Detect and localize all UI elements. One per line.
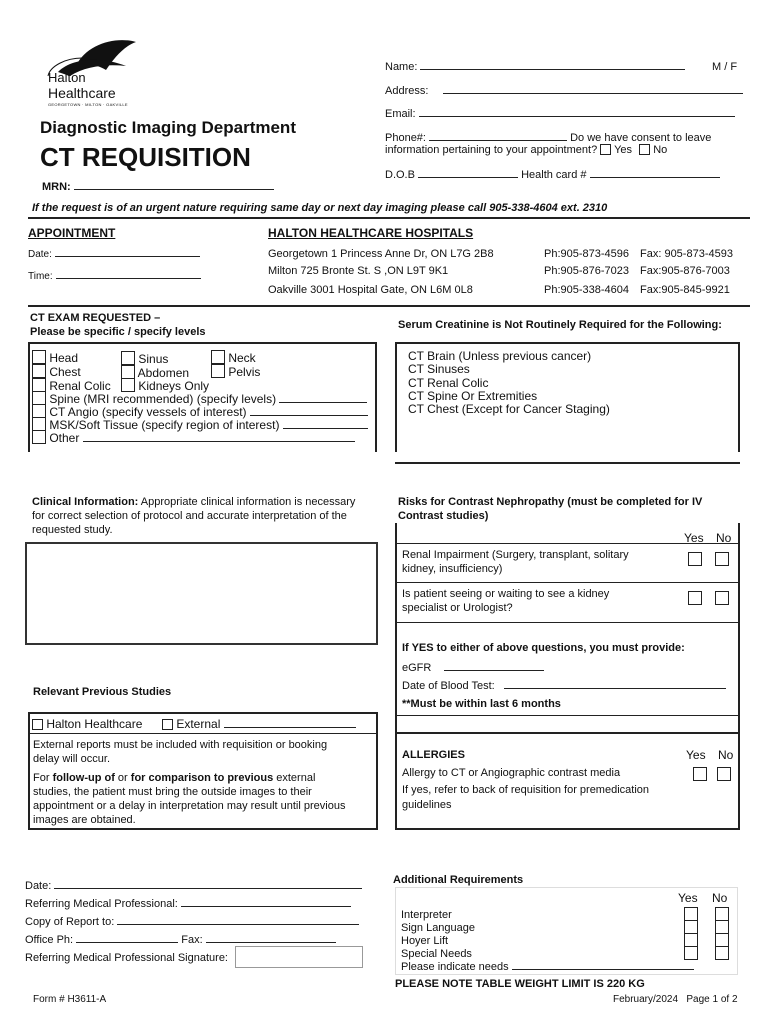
divider [395,715,740,716]
hospitals-title: HALTON HEALTHCARE HOSPITALS [268,226,474,240]
allergies-no-header: No [718,748,734,762]
sinus-checkbox[interactable] [121,351,135,365]
followup-bold: for comparison to previous [130,772,274,784]
consent-no-label: No [653,144,668,156]
hospital-phone: Ph:905-876-7023 [544,265,630,277]
address-field[interactable] [385,85,743,97]
referring-professional-label: Referring Medical Professional: [25,898,178,910]
additional-item: Hoyer Lift [401,935,449,947]
blood-test-date-field[interactable] [402,680,726,692]
abdomen-checkbox[interactable] [121,365,135,379]
risks-no-header: No [716,531,732,545]
divider [28,342,30,452]
halton-healthcare-label: Halton Healthcare [46,717,143,731]
clinical-title: Clinical Information: [32,496,139,508]
signature-field[interactable] [235,946,363,968]
allergies-yes-header: Yes [686,748,706,762]
abdomen-label: Abdomen [137,366,190,380]
halton-logo [36,36,146,112]
consent-no-checkbox[interactable] [639,144,650,155]
email-label: Email: [385,108,416,120]
chest-label: Chest [49,365,81,379]
clinical-info-header [32,496,355,508]
hospital-fax: Fax: 905-873-4593 [640,248,733,260]
appointment-date-label: Date: [28,249,52,260]
allergies-title: ALLERGIES [402,749,465,761]
needs-label: Please indicate needs [401,961,509,973]
phone-label: Phone#: [385,132,426,144]
additional-item: Sign Language [401,922,476,934]
additional-item [401,961,694,973]
exam-subtitle: Please be specific / specify levels [30,326,206,338]
followup-note: appointment or a delay in interpretation may result until previous [33,800,346,812]
risk-question-2: Is patient seeing or waiting to see a kidney [402,588,610,600]
divider [395,582,740,583]
weight-limit-note: PLEASE NOTE TABLE WEIGHT LIMIT IS 220 KG [395,978,645,990]
renal-impairment-no-checkbox[interactable] [715,552,729,566]
creatinine-item: CT Sinuses [408,362,470,376]
if-yes-note: If YES to either of above questions, you must provide: [402,642,685,654]
dob-label: D.O.B [385,169,415,181]
kidney-specialist-no-checkbox[interactable] [715,591,729,605]
renal-impairment-yes-checkbox[interactable] [688,552,702,566]
creatinine-item: CT Spine Or Extremities [408,389,538,403]
date-page: February/2024 Page 1 of 2 [613,994,738,1005]
copy-report-field[interactable] [25,916,359,928]
health-card-label: Health card # [521,169,587,181]
kidneys-only-label: Kidneys Only [138,379,210,393]
hoyer-lift-no-checkbox[interactable] [715,933,729,947]
additional-no-header: No [712,891,728,905]
appointment-time-label: Time: [28,271,53,282]
divider [28,828,378,830]
referral-date-label: Date: [25,880,52,892]
hospital-phone: Ph:905-873-4596 [544,248,630,260]
logo-line2: Healthcare [48,85,116,101]
hospital-row [268,265,448,277]
hospital-fax: Fax:905-845-9921 [640,284,730,296]
divider [28,342,376,344]
additional-item: Interpreter [401,909,452,921]
risk-question-2: specialist or Urologist? [402,602,513,614]
spine-label: Spine (MRI recommended) (specify levels) [49,392,277,406]
followup-text: external [273,772,316,784]
divider [395,462,740,464]
risks-yes-header: Yes [684,531,704,545]
followup-text: or [114,772,131,784]
external-checkbox[interactable] [162,719,173,730]
divider [738,342,740,452]
hospital-row [268,284,473,296]
divider [28,712,378,714]
address-label: Address: [385,85,429,97]
divider [375,342,377,452]
allergy-note: If yes, refer to back of requisition for premedication [402,784,650,796]
name-label: Name: [385,61,418,73]
pelvis-label: Pelvis [228,365,261,379]
divider [395,543,740,544]
external-note: External reports must be included with requisition or booking [33,739,328,751]
interpreter-yes-checkbox[interactable] [684,907,698,921]
divider [738,523,740,828]
allergy-yes-checkbox[interactable] [693,767,707,781]
consent-row [385,144,667,156]
sinus-label: Sinus [138,352,169,366]
consent-yes-label: Yes [614,144,633,156]
exam-checkbox-row [211,350,256,365]
signature-row [25,952,228,964]
neck-checkbox[interactable] [211,350,225,364]
hoyer-lift-yes-checkbox[interactable] [684,933,698,947]
divider [395,732,740,734]
clinical-info-textarea[interactable] [25,542,378,645]
special-needs-no-checkbox[interactable] [715,946,729,960]
interpreter-no-checkbox[interactable] [715,907,729,921]
mrn-label: MRN: [42,181,71,193]
hospital-name: Oakville 3001 Hospital Gate, ON L6M 0L8 [268,284,473,296]
renal-colic-label: Renal Colic [49,379,111,393]
renal-colic-checkbox[interactable] [32,378,46,392]
divider [395,342,740,344]
email-field[interactable] [385,108,735,120]
exam-checkbox-row [32,350,78,365]
risks-title: Risks for Contrast Nephropathy (must be completed for IV [398,496,703,508]
risks-subtitle: Contrast studies) [398,510,489,522]
office-fax-label: Fax: [181,934,203,946]
consent-text-1: Do we have consent to leave [570,132,712,144]
msk-label: MSK/Soft Tissue (specify region of interest) [49,418,280,432]
department-title: Diagnostic Imaging Department [40,118,296,137]
logo-tagline: GEORGETOWN · MILTON · OAKVILLE [48,102,128,107]
previous-option-row [162,717,356,731]
divider [28,733,378,734]
consent-yes-checkbox[interactable] [600,144,611,155]
special-needs-yes-checkbox[interactable] [684,946,698,960]
copy-report-label: Copy of Report to: [25,916,115,928]
neck-label: Neck [228,351,256,365]
hospital-fax: Fax:905-876-7003 [640,265,730,277]
egfr-label: eGFR [402,662,432,674]
urgent-notice: If the request is of an urgent nature requiring same day or next day imaging please call 905-338-4604 ext. 2310 [32,202,608,214]
head-label: Head [49,351,79,365]
angio-label: CT Angio (specify vessels of interest) [49,405,247,419]
halton-healthcare-checkbox[interactable] [32,719,43,730]
external-label: External [176,717,221,731]
divider [28,305,750,307]
appointment-date-field[interactable] [28,248,200,260]
creatinine-item: CT Renal Colic [408,376,489,390]
form-title: CT REQUISITION [40,142,251,172]
divider [395,828,740,830]
divider [376,712,378,830]
additional-yes-header: Yes [678,891,698,905]
office-phone-label: Office Ph: [25,934,74,946]
clinical-text: Appropriate clinical information is necessary [138,496,356,508]
risk-question-1: kidney, insufficiency) [402,563,503,575]
divider [28,217,750,219]
sex-selector[interactable]: M / F [712,61,738,73]
within-note: **Must be within last 6 months [402,698,561,710]
divider [395,342,397,452]
exam-title: CT EXAM REQUESTED – [30,312,161,324]
previous-studies-title: Relevant Previous Studies [33,686,172,698]
appointment-time-field[interactable] [28,270,201,282]
followup-text: For [33,772,53,784]
form-number: Form # H3611-A [33,994,107,1005]
consent-text-2: information pertaining to your appointment? [385,144,598,156]
risk-question-1: Renal Impairment (Surgery, transplant, solitary [402,549,629,561]
creatinine-item: CT Brain (Unless previous cancer) [408,349,592,363]
followup-note: studies, the patient must bring the outside images to their [33,786,312,798]
creatinine-item: CT Chest (Except for Cancer Staging) [408,402,610,416]
clinical-text: requested study. [32,524,113,536]
hospital-name: Georgetown 1 Princess Anne Dr, ON L7G 2B8 [268,248,494,260]
divider [28,712,30,830]
mrn-field[interactable] [42,181,274,193]
referral-date-field[interactable] [25,880,362,892]
exam-checkbox-row [32,430,355,445]
exam-checkbox-row [32,364,81,379]
hospital-name: Milton 725 Bronte St. S ,ON L9T 9K1 [268,265,449,277]
hospital-row [268,248,494,260]
pelvis-checkbox[interactable] [211,364,225,378]
divider [395,523,397,828]
kidney-specialist-yes-checkbox[interactable] [688,591,702,605]
appointment-title: APPOINTMENT [28,226,116,240]
external-note: delay will occur. [33,753,111,765]
phone-field[interactable] [385,132,711,144]
office-phone-field[interactable] [25,934,336,946]
creatinine-title: Serum Creatinine is Not Routinely Required for the Following: [398,319,722,331]
angio-checkbox[interactable] [32,404,46,418]
additional-title: Additional Requirements [393,874,524,886]
other-label: Other [49,431,80,445]
referring-professional-field[interactable] [25,898,351,910]
sign-language-yes-checkbox[interactable] [684,920,698,934]
previous-option-row [32,717,142,731]
logo-line1: Halton [48,70,86,85]
additional-item: Special Needs [401,948,472,960]
dob-field[interactable] [385,169,720,181]
egfr-field[interactable] [402,662,544,674]
followup-note [33,772,315,784]
followup-note: images are obtained. [33,814,136,826]
kidneys-only-checkbox[interactable] [121,378,135,392]
sign-language-no-checkbox[interactable] [715,920,729,934]
msk-checkbox[interactable] [32,417,46,431]
hospital-phone: Ph:905-338-4604 [544,284,630,296]
exam-checkbox-row [121,351,168,366]
followup-bold: follow-up of [52,772,115,784]
name-field[interactable] [385,61,685,73]
spine-checkbox[interactable] [32,391,46,405]
blood-test-label: Date of Blood Test: [402,680,495,692]
allergy-note: guidelines [402,799,452,811]
chest-checkbox[interactable] [32,364,46,378]
allergy-no-checkbox[interactable] [717,767,731,781]
clinical-text: for correct selection of protocol and accurate interpretation of the [32,510,347,522]
divider [395,622,740,623]
other-checkbox[interactable] [32,430,46,444]
exam-checkbox-row [211,364,260,379]
signature-label: Referring Medical Professional Signature: [25,952,228,964]
head-checkbox[interactable] [32,350,46,364]
allergy-question: Allergy to CT or Angiographic contrast media [402,767,621,779]
